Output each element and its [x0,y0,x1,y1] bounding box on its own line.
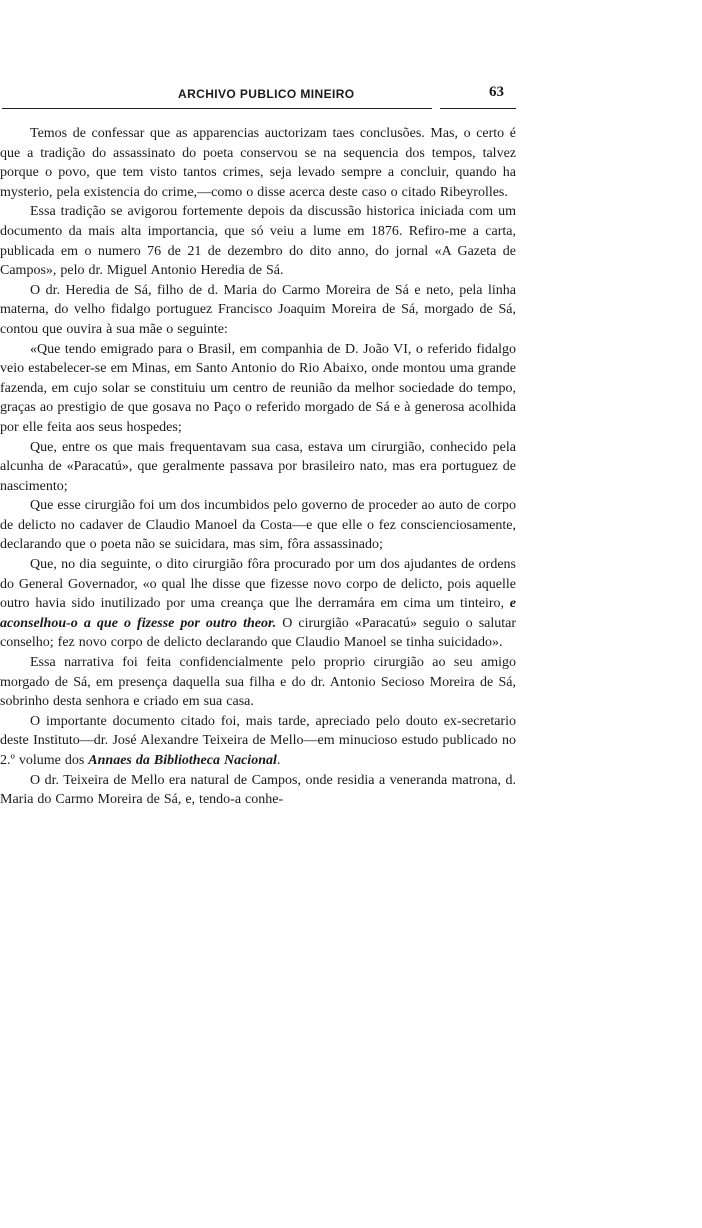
paragraph-text: «Que tendo emigrado para o Brasil, em companhia de D. João VI, o referido fidalgo veio estabelecer-se em Minas, em Santo Antonio do Rio Abaixo, onde montou uma grande fazenda, em cujo solar se constituiu um centro de reunião da melhor sociedade do tempo, graças ao prestigio de que gosava no Paço o referido morgado de Sá e à generosa acolhida por elle feita aos seus hospedes; [0,341,516,435]
paragraph [0,771,516,810]
paragraph-text: Que esse cirurgião foi um dos incumbidos pelo governo de proceder ao auto de corpo de delicto no cadaver de Claudio Manoel da Costa—e que elle o fez conscienciosamente, declarando que o poeta não se suicidara, mas sim, fôra assassinado; [0,498,516,553]
paragraph [0,555,516,653]
paragraph [0,496,516,555]
page-number: 63 [489,84,504,100]
paragraph-text-continued: . [276,753,281,768]
paragraph-text-continued: O cirurgião «Paracatú» seguio o salutar conselho; fez novo corpo de delicto declarando que Claudio Manoel se tinha suicidado». [0,615,517,651]
paragraph-text: O importante documento citado foi, mais tarde, apreciado pelo douto ex-secretario deste Instituto—dr. José Alexandre Teixeira de Mello—em minucioso estudo publicado no 2.º volume dos [0,713,516,768]
italic-title: Annaes da Bibliotheca Nacional [88,753,277,768]
running-header [0,84,520,104]
header-rule-short [440,108,516,109]
paragraph-text: O dr. Heredia de Sá, filho de d. Maria do Carmo Moreira de Sá e neto, pela linha materna, do velho fidalgo portuguez Francisco Joaquim Moreira de Sá, morgado de Sá, contou que ouvira à sua mãe o seguinte: [0,282,516,337]
paragraph-text: Essa tradição se avigorou fortemente depois da discussão historica iniciada com um documento da mais alta importancia, que só veiu a lume em 1876. Refiro-me a carta, publicada em o numero 76 de 21 de dezembro do dito anno, do jornal «A Gazeta de Campos», pelo dr. Miguel Antonio Heredia de Sá. [0,204,516,279]
running-title: ARCHIVO PUBLICO MINEIRO [178,87,355,101]
paragraph-text: Que, no dia seguinte, o dito cirurgião fôra procurado por um dos ajudantes de ordens do General Governador, «o qual lhe disse que fizesse novo corpo de delicto, pois aquelle outro havia sido inutilizado por uma creança que lhe derramára em cima um tinteiro, [0,557,516,612]
paragraph-text: Temos de confessar que as apparencias auctorizam taes conclusões. Mas, o certo é que a tradição do assassinato do poeta conservou se na sequencia dos tempos, talvez porque o povo, que tem visto tantos crimes, seja levado sempre a concluir, quando ha mysterio, pela existencia do crime,—como o disse acerca deste caso o citado Ribeyrolles. [0,126,516,200]
paragraph [0,202,516,280]
paragraph [0,281,516,340]
body-text [0,124,516,810]
paragraph [0,438,516,497]
paragraph [0,712,516,771]
paragraph-text: O dr. Teixeira de Mello era natural de Campos, onde residia a veneranda matrona, d. Maria do Carmo Moreira de Sá, e, tendo-a conhe- [0,772,516,808]
paragraph [0,124,516,202]
paragraph [0,653,516,712]
paragraph [0,340,516,438]
paragraph-text: Que, entre os que mais frequentavam sua casa, estava um cirurgião, conhecido pela alcunha de «Paracatú», que geralmente passava por brasileiro nato, mas era portuguez de nascimento; [0,439,516,494]
paragraph-text: Essa narrativa foi feita confidencialmente pelo proprio cirurgião ao seu amigo morgado de Sá, em presença daquella sua filha e do dr. Antonio Secioso Moreira de Sá, sobrinho desta senhora e criado em sua casa. [0,655,516,710]
header-rule [2,108,432,109]
italic-quote: e aconselhou-o a que o fizesse por outro theor. [0,596,516,631]
